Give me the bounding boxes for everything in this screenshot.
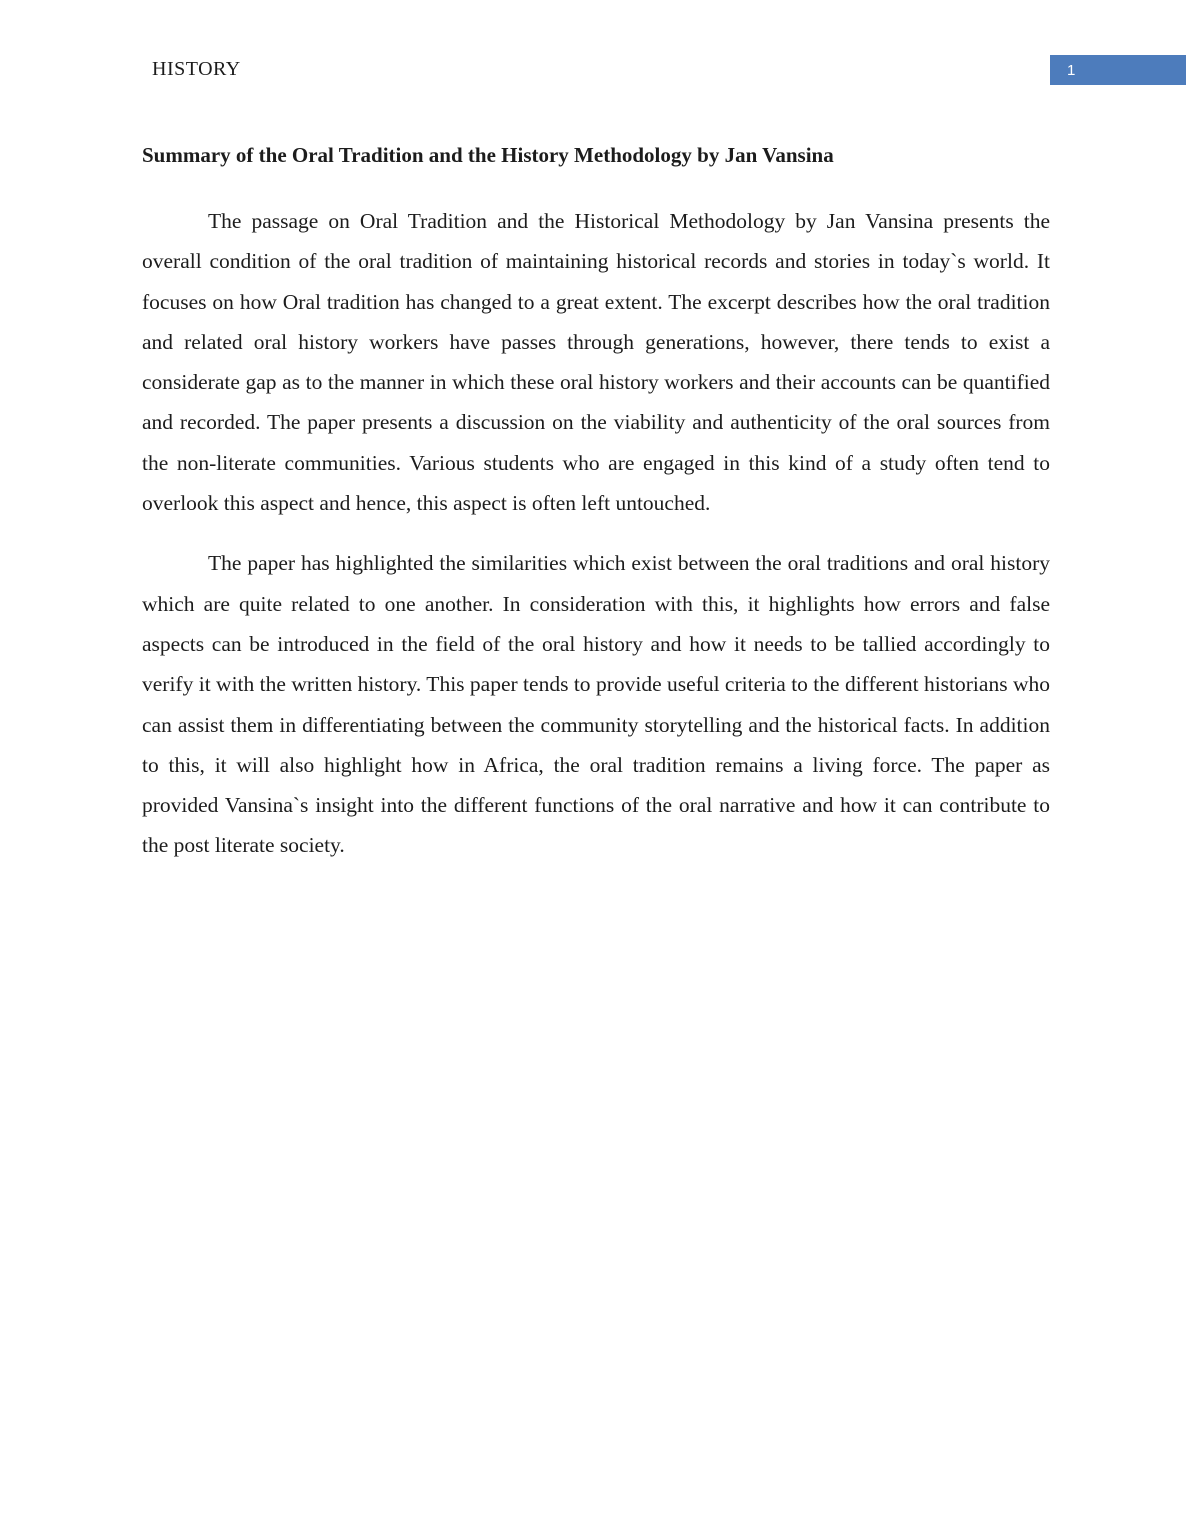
page-number: 1: [1067, 61, 1076, 79]
running-header: HISTORY: [152, 58, 241, 80]
document-body: [142, 142, 1050, 886]
paragraph-2: The paper has highlighted the similarities which exist between the oral traditions and oral history which are quite related to one another. In consideration with this, it highlights how errors and false aspects can be introduced in the field of the oral history and how it needs to be tallied accordingly to verify it with the written history. This paper tends to provide useful criteria to the different historians who can assist them in differentiating between the community storytelling and the historical facts. In addition to this, it will also highlight how in Africa, the oral tradition remains a living force. The paper as provided Vansina`s insight into the different functions of the oral narrative and how it can contribute to the post literate society.: [142, 551, 1050, 858]
page-number-badge: [1050, 55, 1186, 85]
paragraph-1: The passage on Oral Tradition and the Historical Methodology by Jan Vansina presents the overall condition of the oral tradition of maintaining historical records and stories in today`s world. It focuses on how Oral tradition has changed to a great extent. The excerpt describes how the oral tradition and related oral history workers have passes through generations, however, there tends to exist a considerate gap as to the manner in which these oral history workers and their accounts can be quantified and recorded. The paper presents a discussion on the viability and authenticity of the oral sources from the non-literate communities. Various students who are engaged in this kind of a study often tend to overlook this aspect and hence, this aspect is often left untouched.: [142, 209, 1050, 516]
document-title: Summary of the Oral Tradition and the History Methodology by Jan Vansina: [142, 143, 834, 167]
